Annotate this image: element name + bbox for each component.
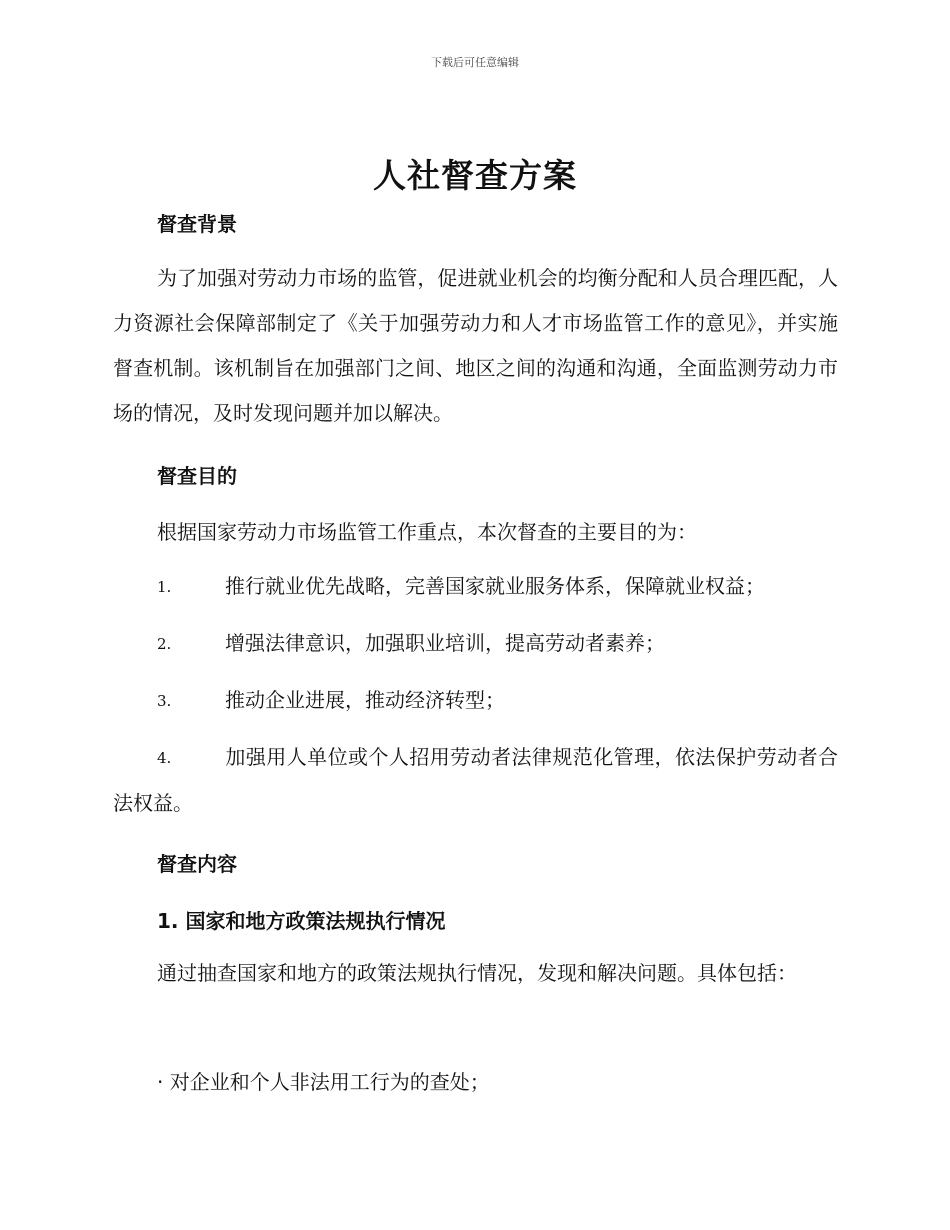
section-heading-purpose: 督查目的 [157,464,237,488]
section-heading-background: 督查背景 [157,212,237,236]
list-number: 1. [157,578,172,596]
document-title: 人社督查方案 [373,156,577,195]
content-bullet-item: · 对企业和个人非法用工行为的查处； [157,1070,490,1094]
list-number: 2. [157,635,172,653]
content-paragraph: 通过抽查国家和地方的政策法规执行情况，发现和解决问题。具体包括： [157,961,797,985]
purpose-list-item [113,678,838,724]
list-text: 推行就业优先战略，完善国家就业服务体系，保障就业权益； [225,574,765,598]
section-heading-content: 督查内容 [157,852,237,876]
purpose-list-item [113,621,838,667]
purpose-intro: 根据国家劳动力市场监管工作重点，本次督查的主要目的为： [157,520,697,544]
subsection-heading: 1. 国家和地方政策法规执行情况 [157,909,446,933]
purpose-list-item [113,564,838,610]
list-text: 增强法律意识，加强职业培训，提高劳动者素养； [225,631,665,655]
list-number: 4. [157,749,172,767]
page-header-note: 下载后可任意编辑 [431,56,519,69]
list-text: 推动企业进展，推动经济转型； [225,688,505,712]
list-number: 3. [157,692,172,710]
background-paragraph: 为了加强对劳动力市场的监管，促进就业机会的均衡分配和人员合理匹配，人力资源社会保障部制定了《关于加强劳动力和人才市场监管工作的意见》，并实施督查机制。该机制旨在加强部门之间、地区之间的沟通和沟通，全面监测劳动力市场的情况，及时发现问题并加以解决。 [113,266,838,425]
list-text: 加强用人单位或个人招用劳动者法律规范化管理，依法保护劳动者合法权益。 [113,745,838,815]
purpose-list-item [113,735,838,826]
